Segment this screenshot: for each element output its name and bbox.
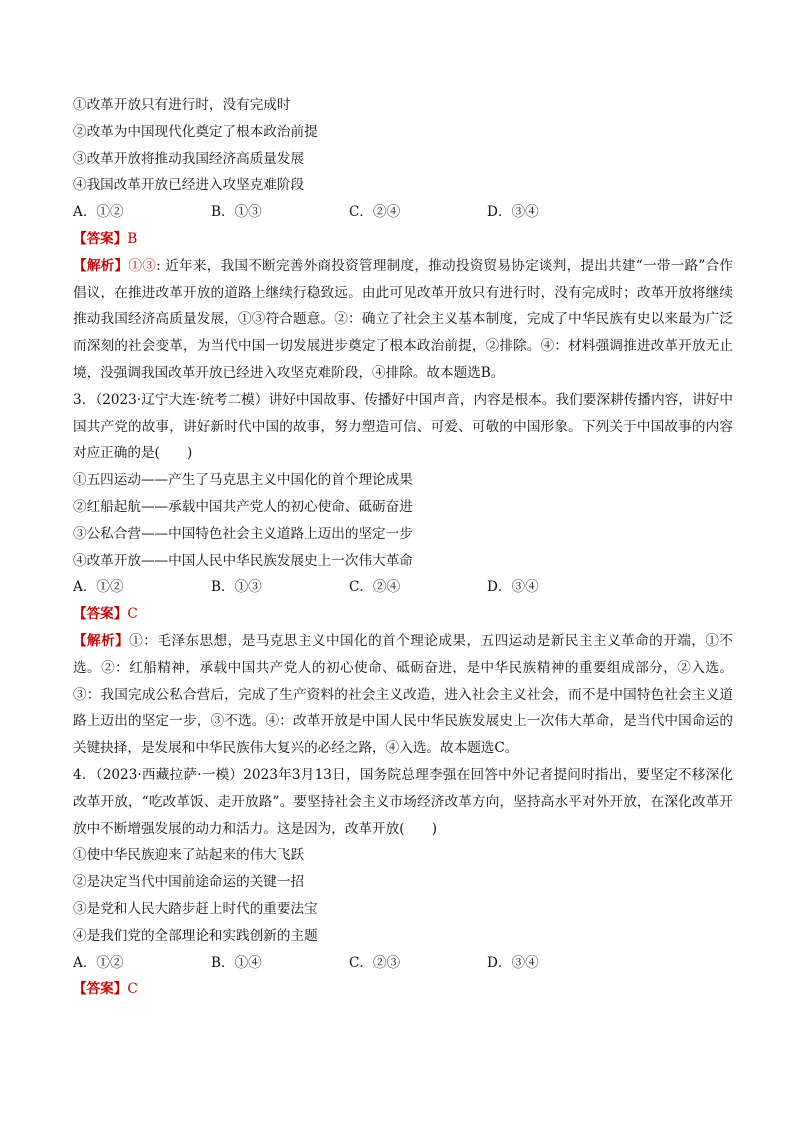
answer-label: 【答案】 bbox=[73, 230, 128, 247]
option: ③改革开放将推动我国经济高质量发展 bbox=[73, 150, 305, 167]
q3-analysis bbox=[73, 628, 733, 762]
option: ②红船起航——承载中国共产党人的初心使命、砥砺奋进 bbox=[73, 498, 413, 515]
q2-options bbox=[73, 92, 733, 199]
analysis-label: 【解析】 bbox=[73, 632, 130, 649]
choice-a: A．①② bbox=[73, 954, 124, 971]
option: ①改革开放只有进行时，没有完成时 bbox=[73, 97, 291, 113]
choice-d: D．③④ bbox=[487, 579, 539, 596]
choice-b: B．①③ bbox=[211, 579, 262, 596]
choice-a: A．①② bbox=[73, 579, 124, 596]
q2-choices bbox=[73, 199, 733, 226]
choice-c: C．②④ bbox=[349, 204, 401, 221]
q4-options bbox=[73, 842, 733, 949]
analysis-text: : 近年来，我国不断完善外商投资管理制度，推动投资贸易协定谈判，提出共建“一带一路”合作倡议，在推进改革开放的道路上继续行稳致远。由此可见改革开放只有进行时，没有完成时；改革开放将继续推动我国经济高质量发展，①③符合题意。②：确立了社会主义基本制度，完成了中华民族有史以来最为广泛而深刻的社会变革，为当代中国一切发展进步奠定了根本政治前提，②排除。④：材料强调推进改革开放无止境，没强调我国改革开放已经进入攻坚克难阶段，④排除。故本题选B。 bbox=[73, 257, 734, 381]
analysis-highlight: ①③ bbox=[128, 257, 157, 274]
choice-c: C．②④ bbox=[349, 579, 401, 596]
option: ②是决定当代中国前途命运的关键一招 bbox=[73, 874, 305, 891]
option: ③公私合营——中国特色社会主义道路上迈出的坚定一步 bbox=[73, 525, 413, 542]
option: ④是我们党的全部理论和实践创新的主题 bbox=[73, 927, 318, 944]
choice-b: B．①③ bbox=[211, 204, 262, 221]
q3-title: 3．（2023·辽宁大连·统考二模）讲好中国故事、传播好中国声音，内容是根本。我们要深耕传播内容，讲好中国共产党的故事，讲好新时代中国的故事，努力塑造可信、可爱、可敬的中国形象。下列关于中国故事的内容对应正确的是( ) bbox=[73, 391, 733, 462]
q2-analysis bbox=[73, 253, 733, 387]
option: ①五四运动——产生了马克思主义中国化的首个理论成果 bbox=[73, 472, 413, 489]
q4-title: 4．（2023·西藏拉萨·一模）2023年3月13日，国务院总理李强在回答中外记者提问时指出，要坚定不移深化改革开放，“吃改革饭、走开放路”。要坚持社会主义市场经济改革方向，坚持高水平对外开放，在深化改革开放中不断增强发展的动力和活力。这是因为，改革开放( ) bbox=[73, 766, 733, 837]
option: ④改革开放——中国人民中华民族发展史上一次伟大革命 bbox=[73, 552, 413, 569]
choice-a: A．①② bbox=[73, 204, 124, 221]
choice-c: C．②③ bbox=[349, 954, 401, 971]
choice-d: D．③④ bbox=[487, 954, 539, 971]
answer-label: 【答案】 bbox=[73, 981, 128, 998]
analysis-text: ①：毛泽东思想，是马克思主义中国化的首个理论成果，五四运动是新民主主义革命的开端，①不选。②：红船精神，承载中国共产党人的初心使命、砥砺奋进，是中华民族精神的重要组成部分，②入选。③：我国完成公私合营后，完成了生产资料的社会主义改造，进入社会主义社会，而不是中国特色社会主义道路上迈出的坚定一步，③不选。④：改革开放是中国人民中华民族发展史上一次伟大革命，是当代中国命运的关键抉择，是发展和中华民族伟大复兴的必经之路，④入选。故本题选C。 bbox=[73, 632, 734, 757]
answer-value: C bbox=[127, 606, 138, 623]
q4-choices bbox=[73, 950, 733, 977]
answer-label: 【答案】 bbox=[73, 606, 128, 623]
choice-b: B．①④ bbox=[211, 954, 262, 971]
option: ④我国改革开放已经进入攻坚克难阶段 bbox=[73, 177, 305, 194]
answer-value: B bbox=[127, 230, 138, 247]
analysis-label: 【解析】 bbox=[73, 257, 129, 274]
q2-answer bbox=[73, 226, 733, 253]
answer-value: C bbox=[127, 981, 138, 998]
option: ①使中华民族迎来了站起来的伟大飞跃 bbox=[73, 847, 305, 864]
document-page bbox=[73, 92, 733, 1003]
q4-answer bbox=[73, 976, 733, 1003]
q3-choices bbox=[73, 574, 733, 601]
option: ②改革为中国现代化奠定了根本政治前提 bbox=[73, 123, 318, 140]
choice-d: D．③④ bbox=[487, 204, 539, 221]
q3-answer bbox=[73, 601, 733, 628]
q3-options bbox=[73, 467, 733, 574]
option: ③是党和人民大踏步赶上时代的重要法宝 bbox=[73, 900, 318, 917]
